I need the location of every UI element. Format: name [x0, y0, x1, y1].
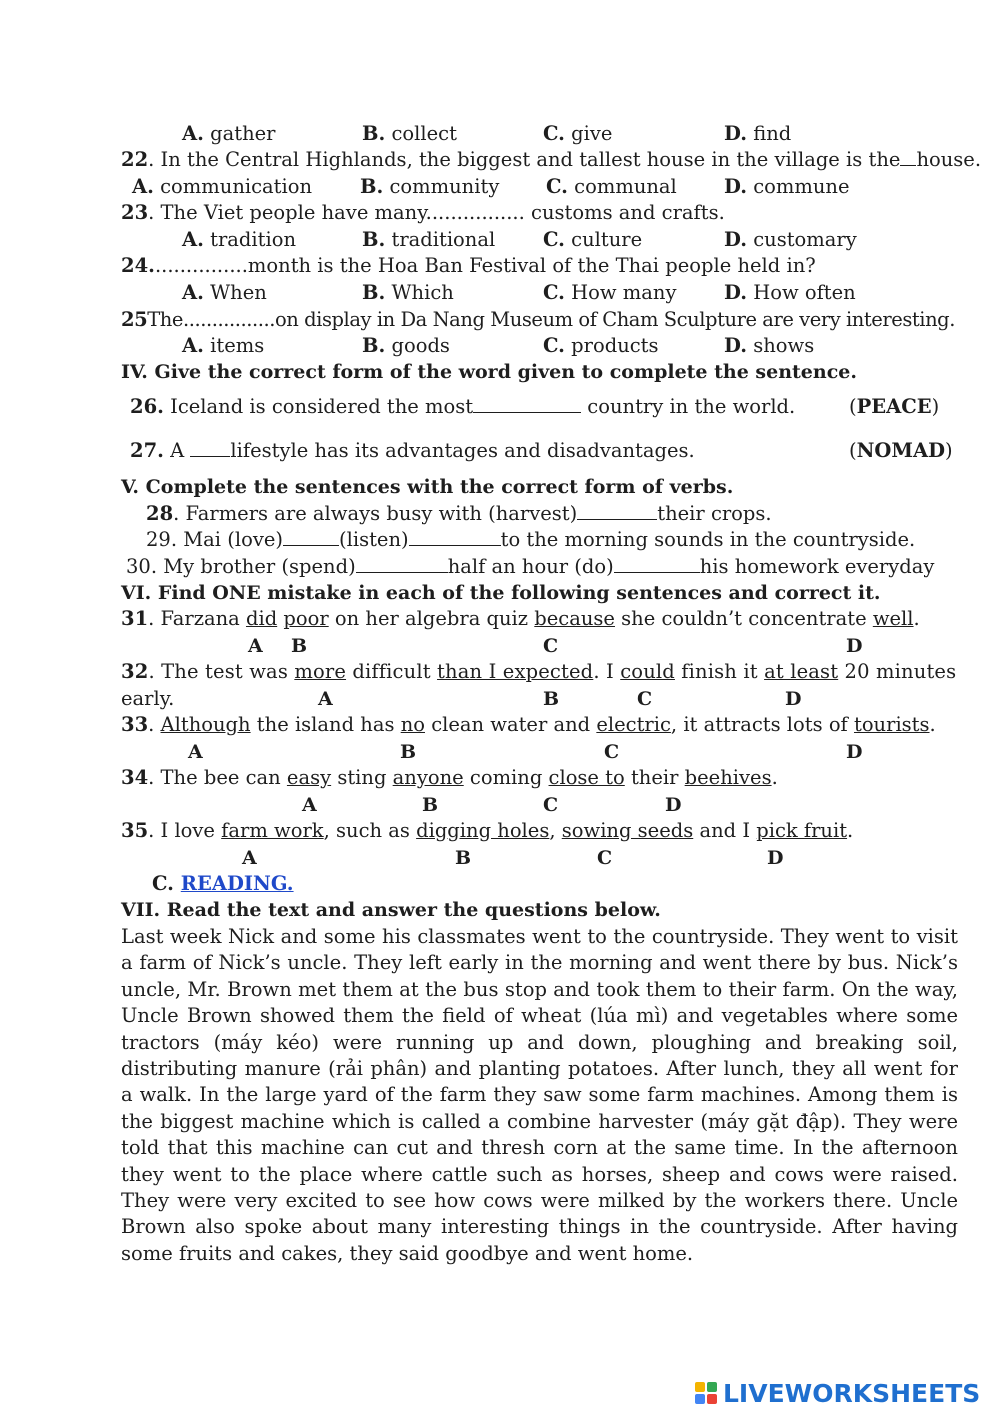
question-27: 27. A lifestyle has its advantages and disadvantages.	[130, 439, 695, 462]
question-35: 35. I love farm work, such as digging holes, sowing seeds and I pick fruit.	[121, 819, 854, 842]
answer-blank[interactable]	[577, 501, 657, 520]
q26-word-hint: (PEACE)	[849, 395, 940, 418]
question-32: 32. The test was more difficult than I expected. I could finish it at least 20 minutes	[121, 660, 957, 683]
answer-blank[interactable]	[356, 554, 448, 573]
section-c-heading: C. READING.	[152, 872, 294, 895]
section-4-heading: IV. Give the correct form of the word given to complete the sentence.	[121, 361, 857, 383]
question-34: 34. The bee can easy sting anyone coming close to their beehives.	[121, 766, 778, 789]
question-28: 28. Farmers are always busy with (harvest) their crops.	[146, 502, 772, 525]
answer-blank[interactable]	[900, 147, 916, 166]
question-29: 29. Mai (love) (listen) to the morning sounds in the countryside.	[146, 528, 916, 551]
question-30: 30. My brother (spend) half an hour (do) his homework everyday	[126, 555, 935, 578]
question-23: 23. The Viet people have many................ customs and crafts.	[121, 201, 725, 224]
logo-icon	[695, 1382, 717, 1404]
q32-continuation: early.	[121, 687, 175, 710]
answer-blank[interactable]	[190, 438, 230, 457]
section-6-heading: VI. Find ONE mistake in each of the following sentences and correct it.	[121, 582, 881, 604]
question-33: 33. Although the island has no clean water and electric, it attracts lots of tourists.	[121, 713, 936, 736]
section-7-heading: VII. Read the text and answer the questions below.	[121, 899, 661, 921]
question-31: 31. Farzana did poor on her algebra quiz because she couldn’t concentrate well.	[121, 607, 920, 630]
question-24: 24................month is the Hoa Ban Festival of the Thai people held in?	[121, 254, 816, 277]
answer-blank[interactable]	[473, 394, 581, 413]
question-25: 25The................on display in Da Nang Museum of Cham Sculpture are very interesting.	[121, 308, 955, 331]
liveworksheets-logo: LIVEWORKSHEETS	[695, 1376, 980, 1410]
section-5-heading: V. Complete the sentences with the correct form of verbs.	[121, 476, 734, 498]
answer-blank[interactable]	[614, 554, 700, 573]
answer-blank[interactable]	[409, 527, 501, 546]
question-26: 26. Iceland is considered the most country in the world.	[130, 395, 796, 418]
reading-link[interactable]: READING.	[180, 872, 294, 895]
reading-passage: Last week Nick and some his classmates went to the countryside. They went to visit a farm of Nick’s uncle. They left early in the morning and went there by bus. Nick’s uncle, Mr. Brown met them at the bus stop and took them to their farm. On the way, Uncle Brown showed them the field of wheat (lúa mì) and vegetables where some tractors (máy kéo) were running up and down, ploughing and breaking soil, distributing manure (rải phân) and planting potatoes. After lunch, they all went for a walk. In the large yard of the farm they saw some farm machines. Among them is the biggest machine which is called a combine harvester (máy gặt đập). They were told that this machine can cut and thresh corn at the same time. In the afternoon they went to the place where cattle such as horses, sheep and cows were raised. They were very excited to see how cows were milked by the workers there. Uncle Brown also spoke about many interesting things in the countryside. After having some fruits and cakes, they said goodbye and went home.	[121, 925, 958, 1265]
answer-blank[interactable]	[283, 527, 339, 546]
question-22: 22. In the Central Highlands, the biggest and tallest house in the village is the house.	[121, 148, 982, 171]
q27-word-hint: (NOMAD)	[849, 439, 953, 462]
